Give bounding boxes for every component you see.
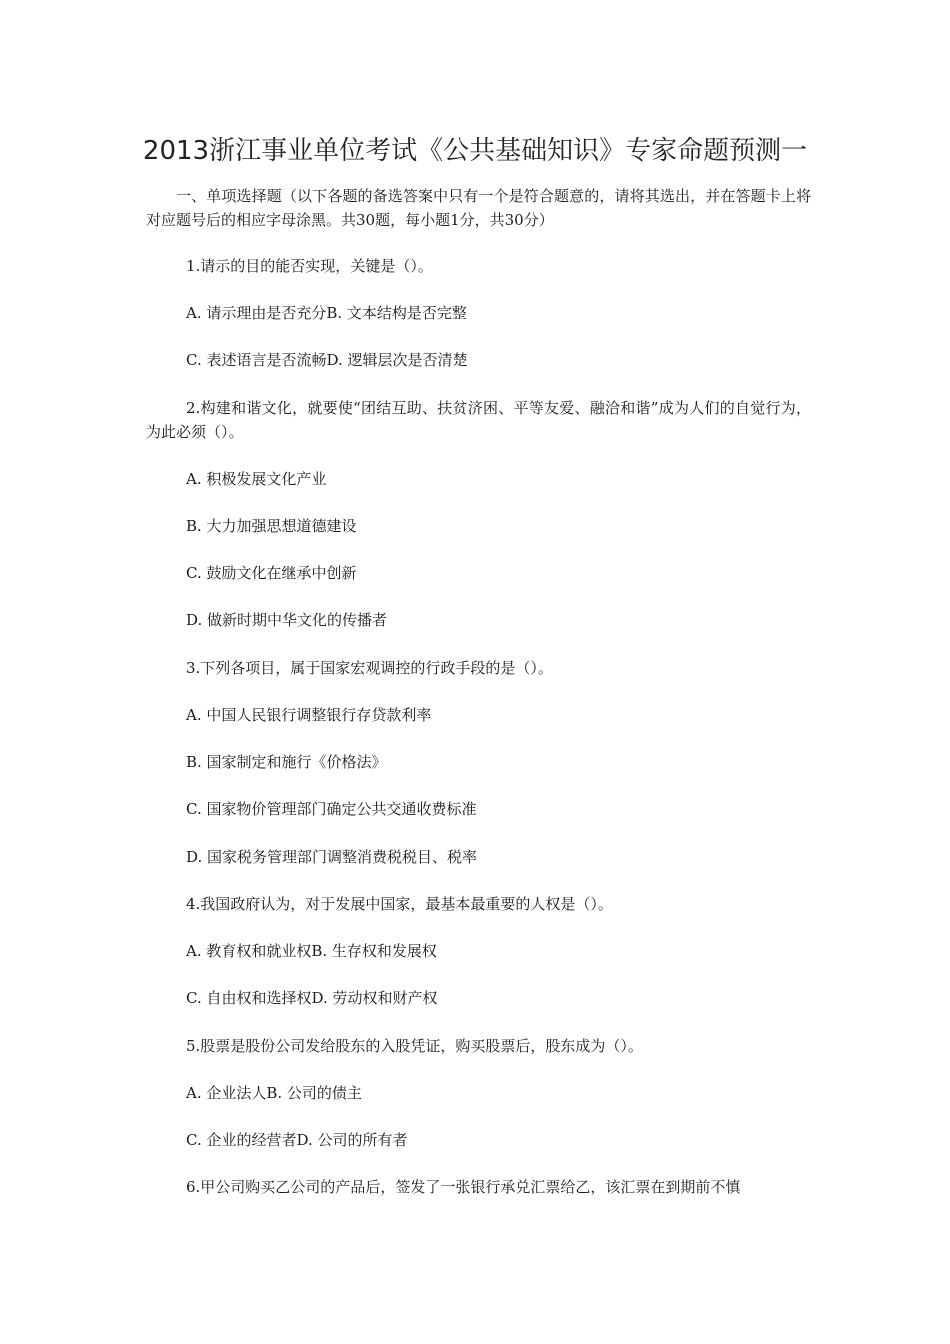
question-6-stem: 6.甲公司购买乙公司的产品后，签发了一张银行承兑汇票给乙，该汇票在到期前不慎 xyxy=(186,1178,741,1196)
question-4-options-ab: A. 教育权和就业权B. 生存权和发展权 xyxy=(186,942,437,960)
question-3-option-a: A. 中国人民银行调整银行存贷款利率 xyxy=(186,706,432,724)
question-5-options-cd: C. 企业的经营者D. 公司的所有者 xyxy=(186,1131,408,1149)
question-1-options-cd: C. 表述语言是否流畅D. 逻辑层次是否清楚 xyxy=(186,351,468,369)
question-2-option-c: C. 鼓励文化在继承中创新 xyxy=(186,564,357,582)
question-4-stem: 4.我国政府认为，对于发展中国家，最基本最重要的人权是（）。 xyxy=(186,895,613,913)
question-3-option-d: D. 国家税务管理部门调整消费税税目、税率 xyxy=(186,848,478,866)
question-5-options-ab: A. 企业法人B. 公司的债主 xyxy=(186,1084,362,1102)
question-3-option-b: B. 国家制定和施行《价格法》 xyxy=(186,753,387,771)
question-2-option-a: A. 积极发展文化产业 xyxy=(186,470,327,488)
question-3-option-c: C. 国家物价管理部门确定公共交通收费标准 xyxy=(186,800,477,818)
question-1-options-ab: A. 请示理由是否充分B. 文本结构是否完整 xyxy=(186,304,467,322)
question-1-stem: 1.请示的目的能否实现，关键是（）。 xyxy=(186,257,433,275)
question-3-stem: 3.下列各项目，属于国家宏观调控的行政手段的是（）。 xyxy=(186,659,553,677)
question-4-options-cd: C. 自由权和选择权D. 劳动权和财产权 xyxy=(186,989,438,1007)
question-2-option-b: B. 大力加强思想道德建设 xyxy=(186,517,357,535)
question-5-stem: 5.股票是股份公司发给股东的入股凭证，购买股票后，股东成为（）。 xyxy=(186,1037,643,1055)
question-2-stem: 2.构建和谐文化，就要使“团结互助、扶贫济困、平等友爱、融洽和谐”成为人们的自觉行为，为此必须（）。 xyxy=(146,399,811,441)
section-instructions: 一、单项选择题（以下各题的备选答案中只有一个是符合题意的，请将其选出，并在答题卡上将对应题号后的相应字母涂黑。共30题，每小题1分，共30分） xyxy=(146,187,811,229)
document-title: 2013浙江事业单位考试《公共基础知识》专家命题预测一 xyxy=(142,136,808,166)
question-2-option-d: D. 做新时期中华文化的传播者 xyxy=(186,611,388,629)
